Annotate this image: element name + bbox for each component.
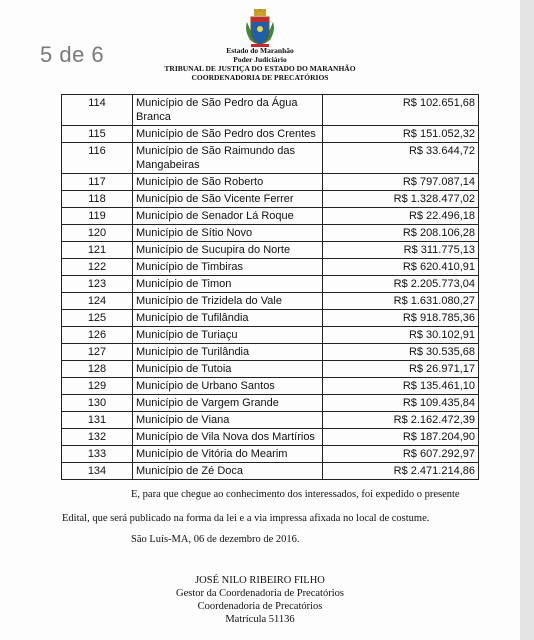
coat-of-arms-icon [242, 8, 278, 48]
municipality-name: Município de São Pedro da Água Branca [133, 95, 323, 126]
amount: R$ 109.435,84 [323, 395, 479, 412]
amount: R$ 102.651,68 [323, 95, 479, 126]
row-number: 122 [62, 259, 133, 276]
row-number: 128 [62, 361, 133, 378]
table-row [62, 242, 479, 259]
row-number: 119 [62, 208, 133, 225]
municipality-name: Município de Tutoia [133, 361, 323, 378]
municipality-name: Município de São Pedro dos Crentes [133, 126, 323, 143]
row-number: 130 [62, 395, 133, 412]
signature-block [150, 574, 370, 626]
header-state: Estado do Maranhão [226, 46, 294, 55]
table-row [62, 361, 479, 378]
amount: R$ 797.087,14 [323, 174, 479, 191]
municipality-name: Município de Vila Nova dos Martírios [133, 429, 323, 446]
municipality-name: Município de Urbano Santos [133, 378, 323, 395]
page-indicator: 5 de 6 [40, 42, 105, 67]
amount: R$ 607.292,97 [323, 446, 479, 463]
row-number: 133 [62, 446, 133, 463]
amount: R$ 2.205.773,04 [323, 276, 479, 293]
table-row [62, 310, 479, 327]
municipality-name: Município de Timbiras [133, 259, 323, 276]
municipality-name: Município de Timon [133, 276, 323, 293]
amount: R$ 151.052,32 [323, 126, 479, 143]
row-number: 117 [62, 174, 133, 191]
header-power: Poder Judiciário [233, 55, 287, 64]
row-number: 132 [62, 429, 133, 446]
table-row [62, 143, 479, 174]
signer-name: JOSÉ NILO RIBEIRO FILHO [195, 575, 325, 586]
row-number: 125 [62, 310, 133, 327]
signer-registration: Matrícula 51136 [225, 614, 295, 625]
table-row [62, 446, 479, 463]
table-row [62, 429, 479, 446]
table-row [62, 395, 479, 412]
signer-role: Gestor da Coordenadoria de Precatórios [176, 588, 344, 599]
amount: R$ 26.971,17 [323, 361, 479, 378]
table-row [62, 174, 479, 191]
amount: R$ 918.785,36 [323, 310, 479, 327]
table-row [62, 276, 479, 293]
row-number: 124 [62, 293, 133, 310]
viewer-background [520, 0, 534, 640]
row-number: 134 [62, 463, 133, 480]
amount: R$ 22.496,18 [323, 208, 479, 225]
closing-paragraph-line1: E, para que chegue ao conhecimento dos interessados, foi expedido o presente [131, 489, 460, 500]
closing-paragraph-line2: Edital, que será publicado na forma da lei e a via impressa afixada no local de costume. [62, 513, 430, 524]
table-row [62, 463, 479, 480]
row-number: 121 [62, 242, 133, 259]
row-number: 126 [62, 327, 133, 344]
amount: R$ 2.471.214,86 [323, 463, 479, 480]
municipality-name: Município de São Roberto [133, 174, 323, 191]
amount: R$ 33.644,72 [323, 143, 479, 174]
table-row [62, 378, 479, 395]
document-header [130, 46, 390, 82]
row-number: 114 [62, 95, 133, 126]
amount: R$ 30.102,91 [323, 327, 479, 344]
amount: R$ 187.204,90 [323, 429, 479, 446]
row-number: 120 [62, 225, 133, 242]
signer-department: Coordenadoria de Precatórios [197, 601, 323, 612]
table-row [62, 344, 479, 361]
municipality-name: Município de São Raimundo das Mangabeiras [133, 143, 323, 174]
municipality-name: Município de Senador Lá Roque [133, 208, 323, 225]
table-row [62, 259, 479, 276]
row-number: 129 [62, 378, 133, 395]
amount: R$ 30.535,68 [323, 344, 479, 361]
table-row [62, 191, 479, 208]
municipality-name: Município de Zé Doca [133, 463, 323, 480]
amount: R$ 311.775,13 [323, 242, 479, 259]
municipality-name: Município de Turiaçu [133, 327, 323, 344]
table-row [62, 126, 479, 143]
table-row [62, 225, 479, 242]
municipality-name: Município de Trizidela do Vale [133, 293, 323, 310]
municipality-name: Município de Turilândia [133, 344, 323, 361]
municipalities-table [61, 94, 479, 480]
table-row [62, 208, 479, 225]
amount: R$ 208.106,28 [323, 225, 479, 242]
municipality-name: Município de São Vicente Ferrer [133, 191, 323, 208]
municipality-name: Município de Sítio Novo [133, 225, 323, 242]
row-number: 118 [62, 191, 133, 208]
amount: R$ 2.162.472,39 [323, 412, 479, 429]
header-court: TRIBUNAL DE JUSTIÇA DO ESTADO DO MARANHÃO [164, 64, 356, 73]
row-number: 123 [62, 276, 133, 293]
row-number: 131 [62, 412, 133, 429]
header-department: COORDENADORIA DE PRECATÓRIOS [191, 73, 329, 82]
municipality-name: Município de Sucupira do Norte [133, 242, 323, 259]
table-row [62, 95, 479, 126]
table-row [62, 293, 479, 310]
municipality-name: Município de Vitória do Mearim [133, 446, 323, 463]
date-line: São Luís-MA, 06 de dezembro de 2016. [131, 534, 300, 545]
amount: R$ 1.631.080,27 [323, 293, 479, 310]
row-number: 127 [62, 344, 133, 361]
row-number: 115 [62, 126, 133, 143]
amount: R$ 620.410,91 [323, 259, 479, 276]
municipality-name: Município de Tufilândia [133, 310, 323, 327]
municipality-name: Município de Vargem Grande [133, 395, 323, 412]
amount: R$ 1.328.477,02 [323, 191, 479, 208]
row-number: 116 [62, 143, 133, 174]
amount: R$ 135.461,10 [323, 378, 479, 395]
table-row [62, 412, 479, 429]
table-row [62, 327, 479, 344]
municipality-name: Município de Viana [133, 412, 323, 429]
